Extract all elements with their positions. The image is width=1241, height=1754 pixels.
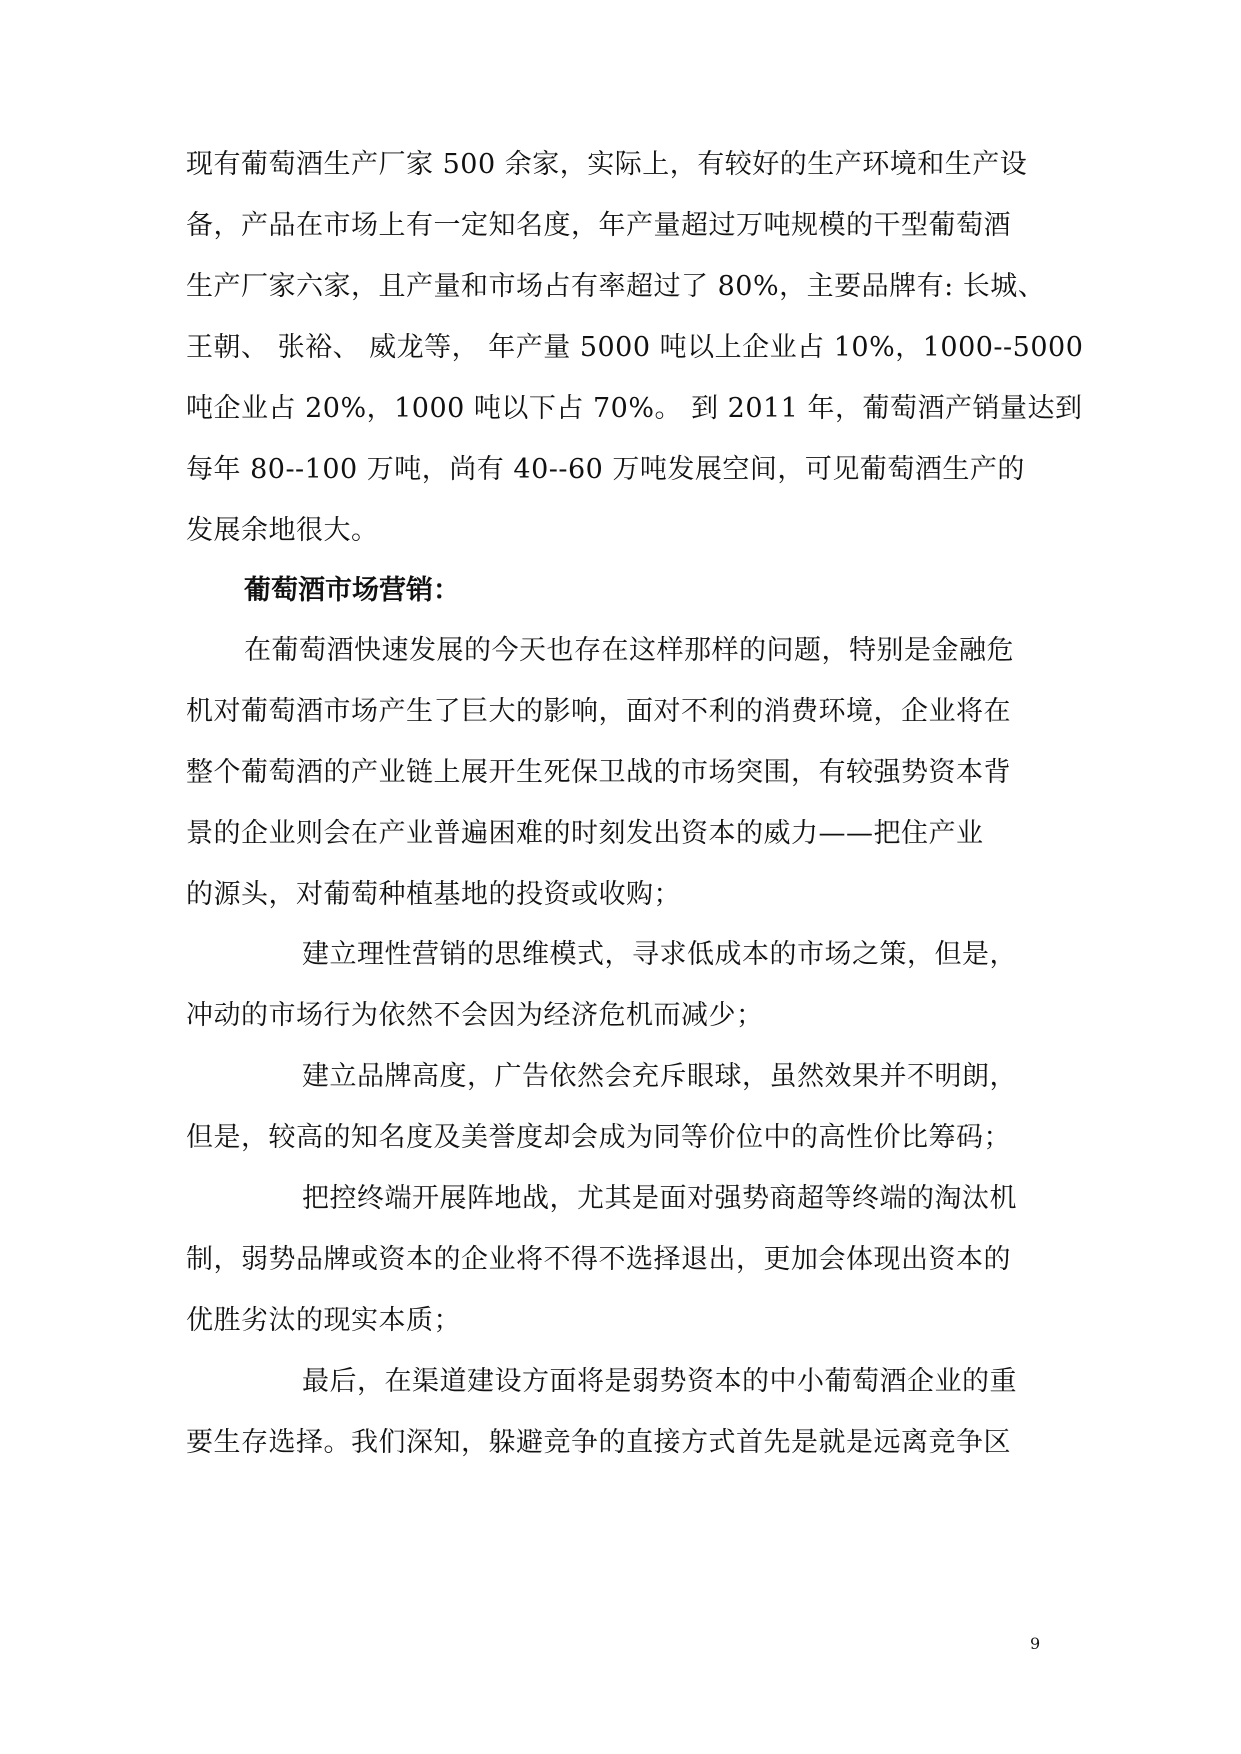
paragraph-1-line-6: 每年 80--100 万吨，尚有 40--60 万吨发展空间，可见葡萄酒生产的 — [186, 454, 1025, 485]
section-heading: 葡萄酒市场营销： — [244, 575, 460, 606]
paragraph-4-line-1: 建立品牌高度，广告依然会充斥眼球，虽然效果并不明朗， — [302, 1061, 1017, 1092]
paragraph-3-line-1: 建立理性营销的思维模式，寻求低成本的市场之策，但是， — [302, 939, 1017, 970]
paragraph-6-line-2: 要生存选择。我们深知，躲避竞争的直接方式首先是就是远离竞争区 — [186, 1427, 1011, 1458]
paragraph-1-line-3: 生产厂家六家，且产量和市场占有率超过了 80%，主要品牌有: 长城、 — [186, 271, 1046, 302]
paragraph-2-line-3: 整个葡萄酒的产业链上展开生死保卫战的市场突围，有较强势资本背 — [186, 757, 1011, 788]
paragraph-5-line-3: 优胜劣汰的现实本质； — [186, 1305, 461, 1336]
paragraph-3-line-2: 冲动的市场行为依然不会因为经济危机而减少； — [186, 1000, 764, 1031]
page-number: 9 — [1030, 1634, 1041, 1653]
paragraph-1-line-1: 现有葡萄酒生产厂家 500 余家，实际上，有较好的生产环境和生产设 — [186, 149, 1028, 180]
paragraph-4-line-2: 但是，较高的知名度及美誉度却会成为同等价位中的高性价比筹码； — [186, 1122, 1011, 1153]
paragraph-5-line-2: 制，弱势品牌或资本的企业将不得不选择退出，更加会体现出资本的 — [186, 1244, 1011, 1275]
paragraph-1-line-5: 吨企业占 20%，1000 吨以下占 70%。 到 2011 年，葡萄酒产销量达到 — [186, 393, 1083, 424]
paragraph-2-line-4: 景的企业则会在产业普遍困难的时刻发出资本的威力——把住产业 — [186, 818, 984, 849]
paragraph-1-line-4: 王朝、 张裕、 威龙等， 年产量 5000 吨以上企业占 10%，1000--5000 — [186, 332, 1084, 363]
paragraph-2-line-2: 机对葡萄酒市场产生了巨大的影响，面对不利的消费环境，企业将在 — [186, 696, 1011, 727]
paragraph-1-line-7: 发展余地很大。 — [186, 515, 379, 546]
paragraph-2-line-1: 在葡萄酒快速发展的今天也存在这样那样的问题，特别是金融危 — [244, 635, 1014, 666]
paragraph-6-line-1: 最后，在渠道建设方面将是弱势资本的中小葡萄酒企业的重 — [302, 1366, 1017, 1397]
paragraph-5-line-1: 把控终端开展阵地战，尤其是面对强势商超等终端的淘汰机 — [302, 1183, 1017, 1214]
paragraph-2-line-5: 的源头，对葡萄种植基地的投资或收购； — [186, 879, 681, 910]
paragraph-1-line-2: 备，产品在市场上有一定知名度，年产量超过万吨规模的干型葡萄酒 — [186, 210, 1011, 241]
